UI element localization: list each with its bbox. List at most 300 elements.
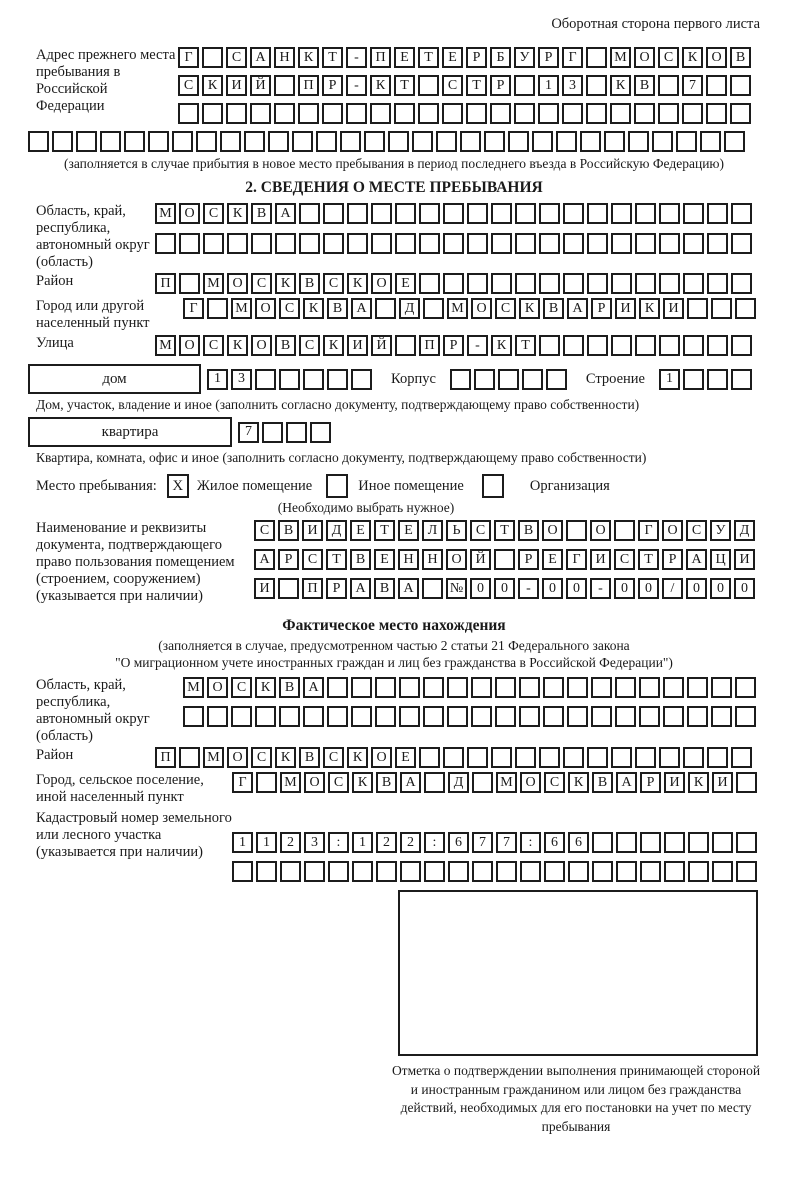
char-row: [178, 75, 754, 96]
char-box: [640, 861, 661, 882]
char-box: 6: [568, 832, 589, 853]
char-box: [447, 706, 468, 727]
char-box: Р: [278, 549, 299, 570]
char-box: А: [351, 298, 372, 319]
char-box: :: [520, 832, 541, 853]
char-box: [562, 103, 583, 124]
char-box: [659, 335, 680, 356]
char-box: [207, 706, 228, 727]
char-box: [563, 233, 584, 254]
char-box: [467, 233, 488, 254]
char-box: [591, 677, 612, 698]
char-box: [659, 203, 680, 224]
char-box: [707, 335, 728, 356]
char-box: [327, 677, 348, 698]
char-box: О: [662, 520, 683, 541]
char-box: [663, 677, 684, 698]
char-box: [351, 706, 372, 727]
char-box: [443, 747, 464, 768]
char-box: [640, 832, 661, 853]
char-box: [736, 832, 757, 853]
char-box: Р: [662, 549, 683, 570]
char-box: -: [346, 75, 367, 96]
char-box: М: [203, 273, 224, 294]
char-box: К: [303, 298, 324, 319]
cadastral-block: [28, 810, 760, 882]
char-box: [179, 233, 200, 254]
char-box: Е: [442, 47, 463, 68]
char-box: О: [590, 520, 611, 541]
char-box: 6: [448, 832, 469, 853]
char-box: 1: [538, 75, 559, 96]
char-box: 2: [376, 832, 397, 853]
char-box: 0: [614, 578, 635, 599]
char-box: [491, 273, 512, 294]
prev-address-note: (заполняется в случае прибытия в новое место пребывания в период последнего въезда в Российскую Федерацию): [63, 156, 725, 171]
char-box: [491, 233, 512, 254]
actual-location-note-1: (заполняется в случае, предусмотренном частью 2 статьи 21 Федерального закона: [158, 638, 630, 653]
char-box: 0: [470, 578, 491, 599]
char-box: Б: [490, 47, 511, 68]
char-box: К: [347, 747, 368, 768]
char-box: [736, 772, 757, 793]
char-box: [652, 131, 673, 152]
char-box: [207, 298, 228, 319]
char-box: [683, 747, 704, 768]
char-box: Г: [562, 47, 583, 68]
char-box: [255, 706, 276, 727]
char-box: [491, 203, 512, 224]
char-box: [419, 273, 440, 294]
char-box: О: [227, 273, 248, 294]
char-box: [683, 273, 704, 294]
char-row: [232, 861, 760, 882]
char-box: А: [398, 578, 419, 599]
char-box: [580, 131, 601, 152]
char-box: [615, 677, 636, 698]
char-box: [546, 369, 567, 390]
char-box: [543, 706, 564, 727]
char-box: К: [610, 75, 631, 96]
char-box: [395, 233, 416, 254]
char-box: [514, 103, 535, 124]
cadastral-label: Кадастровый номер земельного или лесного участка (указывается при наличии): [36, 810, 232, 860]
char-row: [155, 233, 755, 254]
char-box: 7: [472, 832, 493, 853]
char-box: [400, 861, 421, 882]
char-box: О: [255, 298, 276, 319]
char-box: [707, 233, 728, 254]
char-box: К: [202, 75, 223, 96]
char-box: [610, 103, 631, 124]
char-box: [322, 103, 343, 124]
char-box: [375, 677, 396, 698]
char-box: А: [567, 298, 588, 319]
char-box: [371, 203, 392, 224]
char-box: Л: [422, 520, 443, 541]
char-box: [586, 103, 607, 124]
char-box: [419, 747, 440, 768]
char-box: [587, 203, 608, 224]
char-box: [423, 706, 444, 727]
char-box: 0: [494, 578, 515, 599]
char-box: [412, 131, 433, 152]
char-box: [712, 861, 733, 882]
char-box: 0: [566, 578, 587, 599]
char-box: [664, 832, 685, 853]
char-box: А: [303, 677, 324, 698]
option-residential-label: Жилое помещение: [196, 477, 313, 494]
char-box: [202, 103, 223, 124]
char-box: Г: [178, 47, 199, 68]
char-box: Е: [398, 520, 419, 541]
char-box: [515, 747, 536, 768]
char-box: [567, 677, 588, 698]
char-box: [323, 233, 344, 254]
apartment-note: Квартира, комната, офис и иное (заполнить согласно документу, подтверждающему право собственности): [36, 450, 647, 465]
char-box: Т: [374, 520, 395, 541]
char-box: Г: [566, 549, 587, 570]
char-box: 0: [542, 578, 563, 599]
actual-city-label: Город, сельское поселение, иной населенный пункт: [36, 772, 204, 805]
char-box: И: [734, 549, 755, 570]
char-box: С: [254, 520, 275, 541]
char-box: [251, 233, 272, 254]
char-box: [388, 131, 409, 152]
char-box: [442, 103, 463, 124]
char-box: Р: [518, 549, 539, 570]
checkbox-other-premises: [326, 474, 348, 498]
char-box: В: [251, 203, 272, 224]
korpus-label: Корпус: [391, 370, 436, 387]
char-box: [731, 233, 752, 254]
char-box: 3: [304, 832, 325, 853]
char-box: [635, 747, 656, 768]
char-box: 3: [231, 369, 252, 390]
prev-address-label: Адрес прежнего места пребывания в Российской Федерации: [36, 47, 176, 114]
char-box: Р: [490, 75, 511, 96]
char-box: [634, 103, 655, 124]
char-box: С: [544, 772, 565, 793]
char-box: [328, 861, 349, 882]
char-box: Ц: [710, 549, 731, 570]
char-box: К: [275, 273, 296, 294]
char-row: [232, 772, 760, 793]
char-box: [491, 747, 512, 768]
char-box: Д: [399, 298, 420, 319]
char-box: О: [304, 772, 325, 793]
char-box: [231, 706, 252, 727]
city-label: Город или другой населенный пункт: [36, 298, 150, 331]
char-box: [395, 203, 416, 224]
char-box: [683, 335, 704, 356]
char-box: [586, 47, 607, 68]
char-box: Д: [448, 772, 469, 793]
char-box: С: [302, 549, 323, 570]
char-row: [450, 369, 570, 390]
char-box: [495, 706, 516, 727]
char-box: [76, 131, 97, 152]
char-box: А: [250, 47, 271, 68]
option-other-premises-label: Иное помещение: [358, 477, 464, 494]
char-box: [639, 677, 660, 698]
char-box: К: [352, 772, 373, 793]
char-box: Р: [443, 335, 464, 356]
char-box: В: [543, 298, 564, 319]
char-box: В: [374, 578, 395, 599]
house-row: [28, 364, 760, 394]
char-box: [286, 422, 307, 443]
char-box: М: [231, 298, 252, 319]
char-box: 2: [400, 832, 421, 853]
char-box: С: [470, 520, 491, 541]
char-box: [592, 832, 613, 853]
char-box: [522, 369, 543, 390]
char-box: О: [179, 335, 200, 356]
char-box: В: [518, 520, 539, 541]
char-box: [711, 677, 732, 698]
ownership-document-block: [28, 520, 760, 605]
char-box: [460, 131, 481, 152]
char-box: [568, 861, 589, 882]
char-box: [532, 131, 553, 152]
char-box: [220, 131, 241, 152]
char-box: [244, 131, 265, 152]
char-box: [278, 578, 299, 599]
char-box: [730, 103, 751, 124]
char-box: М: [280, 772, 301, 793]
char-box: [256, 772, 277, 793]
char-box: С: [231, 677, 252, 698]
char-box: [202, 47, 223, 68]
char-box: 7: [238, 422, 259, 443]
char-box: [375, 706, 396, 727]
char-box: [735, 677, 756, 698]
char-box: [148, 131, 169, 152]
char-box: [663, 706, 684, 727]
char-box: [419, 203, 440, 224]
char-box: [711, 706, 732, 727]
char-box: В: [299, 747, 320, 768]
char-box: [712, 832, 733, 853]
char-box: [279, 706, 300, 727]
char-box: 7: [682, 75, 703, 96]
char-box: Е: [542, 549, 563, 570]
actual-region-block: [28, 677, 760, 745]
char-box: [707, 747, 728, 768]
char-box: П: [370, 47, 391, 68]
char-box: [471, 706, 492, 727]
char-box: М: [496, 772, 517, 793]
char-box: [707, 273, 728, 294]
char-box: [28, 131, 49, 152]
char-box: [711, 298, 732, 319]
char-box: О: [634, 47, 655, 68]
char-box: Н: [274, 47, 295, 68]
char-box: [683, 233, 704, 254]
char-box: [424, 772, 445, 793]
char-box: [423, 677, 444, 698]
char-box: Т: [638, 549, 659, 570]
region-label: Область, край, республика, автономный округ (область): [36, 203, 150, 270]
char-box: 6: [544, 832, 565, 853]
char-box: [563, 203, 584, 224]
char-row: [183, 706, 759, 727]
char-box: 1: [256, 832, 277, 853]
char-box: 1: [659, 369, 680, 390]
char-box: М: [155, 203, 176, 224]
char-box: П: [419, 335, 440, 356]
char-box: [563, 273, 584, 294]
char-box: [592, 861, 613, 882]
ownership-document-label: Наименование и реквизиты документа, подтверждающего право пользования помещением (строением, сооружением) (указывается при наличии): [36, 520, 235, 604]
char-row: [207, 369, 375, 390]
char-box: [376, 861, 397, 882]
char-box: [514, 75, 535, 96]
char-box: [688, 832, 709, 853]
char-box: С: [658, 47, 679, 68]
char-box: Н: [398, 549, 419, 570]
char-box: [587, 747, 608, 768]
char-box: А: [254, 549, 275, 570]
char-box: [676, 131, 697, 152]
char-box: Й: [371, 335, 392, 356]
char-box: [474, 369, 495, 390]
char-box: Г: [638, 520, 659, 541]
char-row: [155, 335, 755, 356]
char-box: [447, 677, 468, 698]
char-box: К: [568, 772, 589, 793]
char-box: Д: [734, 520, 755, 541]
char-box: [450, 369, 471, 390]
city-block: [28, 298, 760, 332]
char-box: [292, 131, 313, 152]
char-box: [262, 422, 283, 443]
char-box: [496, 861, 517, 882]
char-row: [183, 298, 759, 319]
char-box: [364, 131, 385, 152]
char-row: [155, 747, 755, 768]
char-box: [664, 861, 685, 882]
char-box: Е: [395, 747, 416, 768]
char-box: М: [155, 335, 176, 356]
char-box: Д: [326, 520, 347, 541]
char-box: [299, 233, 320, 254]
actual-location-title: Фактическое место нахождения: [282, 617, 506, 634]
char-box: [52, 131, 73, 152]
char-box: [310, 422, 331, 443]
char-box: [227, 233, 248, 254]
char-box: И: [590, 549, 611, 570]
char-box: [515, 233, 536, 254]
char-box: В: [327, 298, 348, 319]
char-box: [611, 335, 632, 356]
char-box: [543, 677, 564, 698]
char-box: 0: [710, 578, 731, 599]
char-box: А: [686, 549, 707, 570]
actual-location-note-2: "О миграционном учете иностранных граждан и лиц без гражданства в Российской Федерации"): [115, 655, 673, 670]
char-box: [466, 103, 487, 124]
char-box: 3: [562, 75, 583, 96]
prev-address-full-row: [28, 131, 760, 152]
char-box: [563, 747, 584, 768]
char-box: [467, 747, 488, 768]
char-box: [635, 273, 656, 294]
char-box: [436, 131, 457, 152]
char-box: [539, 335, 560, 356]
char-box: К: [255, 677, 276, 698]
char-box: М: [610, 47, 631, 68]
char-box: [519, 706, 540, 727]
char-box: [303, 369, 324, 390]
char-box: [443, 203, 464, 224]
apartment-box-label: квартира: [28, 417, 232, 447]
char-box: [250, 103, 271, 124]
actual-city-block: [28, 772, 760, 806]
char-box: [604, 131, 625, 152]
checkbox-organization: [482, 474, 504, 498]
char-box: Т: [326, 549, 347, 570]
char-box: 1: [352, 832, 373, 853]
char-box: [687, 706, 708, 727]
char-row: [178, 103, 754, 124]
char-box: [539, 203, 560, 224]
option-organization-label: Организация: [529, 477, 610, 494]
house-box-label: дом: [28, 364, 201, 394]
page-side-note: Оборотная сторона первого листа: [551, 16, 760, 32]
char-box: [724, 131, 745, 152]
char-box: [371, 233, 392, 254]
char-box: С: [203, 203, 224, 224]
char-box: [232, 861, 253, 882]
char-row: [254, 578, 758, 599]
char-box: [352, 861, 373, 882]
char-box: С: [495, 298, 516, 319]
section2-title: 2. СВЕДЕНИЯ О МЕСТЕ ПРЕБЫВАНИЯ: [245, 179, 543, 196]
char-box: [448, 861, 469, 882]
char-box: -: [467, 335, 488, 356]
char-box: [472, 861, 493, 882]
char-box: [100, 131, 121, 152]
char-box: В: [376, 772, 397, 793]
region-block: [28, 203, 760, 271]
char-box: К: [682, 47, 703, 68]
char-row: [659, 369, 755, 390]
char-box: [520, 861, 541, 882]
char-box: [735, 706, 756, 727]
char-box: Г: [232, 772, 253, 793]
stamp-box: [398, 890, 758, 1056]
char-box: С: [686, 520, 707, 541]
char-box: [399, 706, 420, 727]
char-box: [683, 369, 704, 390]
char-box: С: [328, 772, 349, 793]
char-box: К: [275, 747, 296, 768]
char-box: [274, 103, 295, 124]
char-box: [351, 369, 372, 390]
char-box: [707, 203, 728, 224]
char-box: [327, 369, 348, 390]
char-box: Р: [326, 578, 347, 599]
char-box: [299, 203, 320, 224]
char-box: [539, 747, 560, 768]
char-box: [340, 131, 361, 152]
char-box: С: [178, 75, 199, 96]
char-box: [730, 75, 751, 96]
char-box: [539, 273, 560, 294]
char-box: [659, 233, 680, 254]
char-box: [418, 75, 439, 96]
